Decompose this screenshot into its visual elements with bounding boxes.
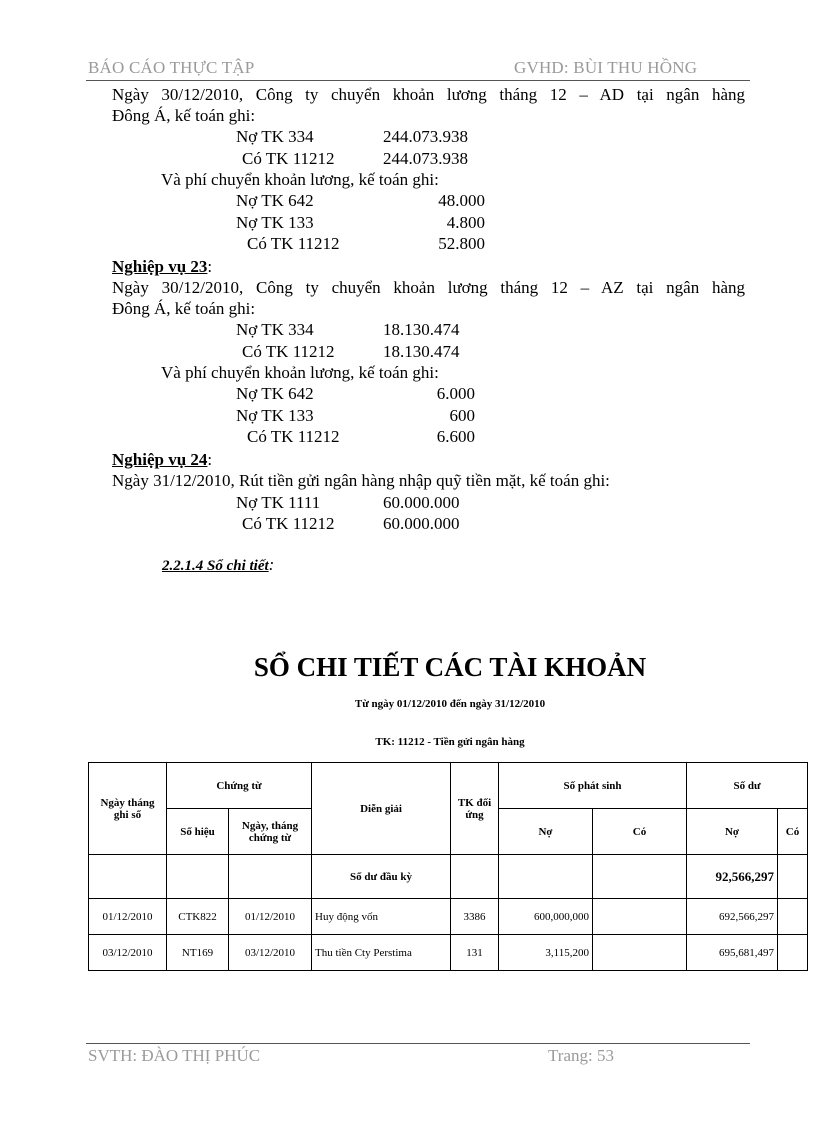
row-credit [593, 935, 687, 971]
header-row-1 [89, 763, 808, 809]
p23-line1: Ngày 30/12/2010, Công ty chuyển khoản lương tháng 12 – AZ tại ngân hàng [112, 278, 745, 297]
p23-no133: Nợ TK 133 [236, 406, 314, 425]
row-debit: 3,115,200 [499, 935, 593, 971]
opening-label: Số dư đầu kỳ [312, 855, 451, 899]
col-voucher-date-header: Ngày, tháng chứng từ [229, 809, 312, 855]
col-tk-header: TK đối ứng [451, 763, 499, 855]
p22-line2: Đông Á, kế toán ghi: [112, 106, 256, 125]
subsection-heading: 2.2.1.4 Sổ chi tiết: [162, 555, 275, 574]
p24-no1111-amt: 60.000.000 [383, 493, 460, 512]
footer-left: SVTH: ĐÀO THỊ PHÚC [88, 1046, 261, 1065]
col-credit-header: Có [593, 809, 687, 855]
opening-debit-balance: 92,566,297 [687, 855, 778, 899]
page-number: Trang: 53 [548, 1046, 614, 1065]
p24-co11212-amt: 60.000.000 [383, 514, 460, 533]
p22-no334: Nợ TK 334 [236, 127, 314, 146]
row-voucher-no: CTK822 [167, 899, 229, 935]
ledger-title: SỔ CHI TIẾT CÁC TÀI KHOẢN [253, 652, 647, 682]
p22-no133: Nợ TK 133 [236, 213, 314, 232]
p23-co11212-amt: 18.130.474 [383, 342, 460, 361]
p22-line1: Ngày 30/12/2010, Công ty chuyển khoản lương tháng 12 – AD tại ngân hàng [112, 85, 745, 104]
row-tk: 131 [451, 935, 499, 971]
footer-rule [86, 1043, 750, 1044]
p22-fee: Và phí chuyển khoản lương, kế toán ghi: [161, 170, 439, 189]
p24-no1111: Nợ TK 1111 [236, 493, 321, 512]
row-desc: Huy động vốn [312, 899, 451, 935]
heading-24: Nghiệp vụ 24: [112, 450, 213, 469]
p23-no334: Nợ TK 334 [236, 320, 314, 339]
row-debit: 600,000,000 [499, 899, 593, 935]
header-rule [86, 80, 750, 81]
col-voucher-no-header: Số hiệu [167, 809, 229, 855]
header-right: GVHD: BÙI THU HỒNG [514, 58, 698, 77]
row-voucher-date: 03/12/2010 [229, 935, 312, 971]
p23-cofee-amt: 6.600 [436, 427, 475, 446]
ledger-account: TK: 11212 - Tiền gửi ngân hàng [375, 736, 525, 748]
p22-no334-amt: 244.073.938 [383, 127, 468, 146]
p23-fee: Và phí chuyển khoản lương, kế toán ghi: [161, 363, 439, 382]
p22-co11212: Có TK 11212 [242, 149, 335, 168]
heading-23: Nghiệp vụ 23: [112, 257, 213, 276]
opening-balance-row [89, 855, 808, 899]
row-balance: 692,566,297 [687, 899, 778, 935]
p23-no642: Nợ TK 642 [236, 384, 314, 403]
row-date: 03/12/2010 [89, 935, 167, 971]
row-balance-credit [778, 899, 808, 935]
p23-no133-amt: 600 [449, 406, 475, 425]
p24-line1: Ngày 31/12/2010, Rút tiền gửi ngân hàng nhập quỹ tiền mặt, kế toán ghi: [112, 471, 610, 490]
p22-no133-amt: 4.800 [446, 213, 485, 232]
col-bal-credit-header: Có [778, 809, 808, 855]
p23-no334-amt: 18.130.474 [383, 320, 460, 339]
row-voucher-no: NT169 [167, 935, 229, 971]
p23-no642-amt: 6.000 [436, 384, 475, 403]
row-credit [593, 899, 687, 935]
col-voucher-header: Chứng từ [167, 763, 312, 809]
row-date: 01/12/2010 [89, 899, 167, 935]
p23-cofee: Có TK 11212 [247, 427, 340, 446]
table-row [89, 899, 808, 935]
table-row [89, 935, 808, 971]
p22-no642: Nợ TK 642 [236, 191, 314, 210]
row-voucher-date: 01/12/2010 [229, 899, 312, 935]
col-bal-debit-header: Nợ [687, 809, 778, 855]
p22-cofee: Có TK 11212 [247, 234, 340, 253]
col-debit-header: Nợ [499, 809, 593, 855]
ledger-table [88, 762, 808, 971]
col-date-header: Ngày tháng ghi sổ [89, 763, 167, 855]
p22-co11212-amt: 244.073.938 [383, 149, 468, 168]
row-tk: 3386 [451, 899, 499, 935]
p23-co11212: Có TK 11212 [242, 342, 335, 361]
p23-line2: Đông Á, kế toán ghi: [112, 299, 256, 318]
row-balance: 695,681,497 [687, 935, 778, 971]
p24-co11212: Có TK 11212 [242, 514, 335, 533]
ledger-date-range: Từ ngày 01/12/2010 đến ngày 31/12/2010 [354, 698, 546, 710]
header-left: BÁO CÁO THỰC TẬP [88, 58, 255, 77]
p22-no642-amt: 48.000 [438, 191, 485, 210]
col-arising-header: Số phát sinh [499, 763, 687, 809]
p22-cofee-amt: 52.800 [438, 234, 485, 253]
row-desc: Thu tiền Cty Perstima [312, 935, 451, 971]
row-balance-credit [778, 935, 808, 971]
col-desc-header: Diễn giải [312, 763, 451, 855]
col-balance-header: Số dư [687, 763, 808, 809]
